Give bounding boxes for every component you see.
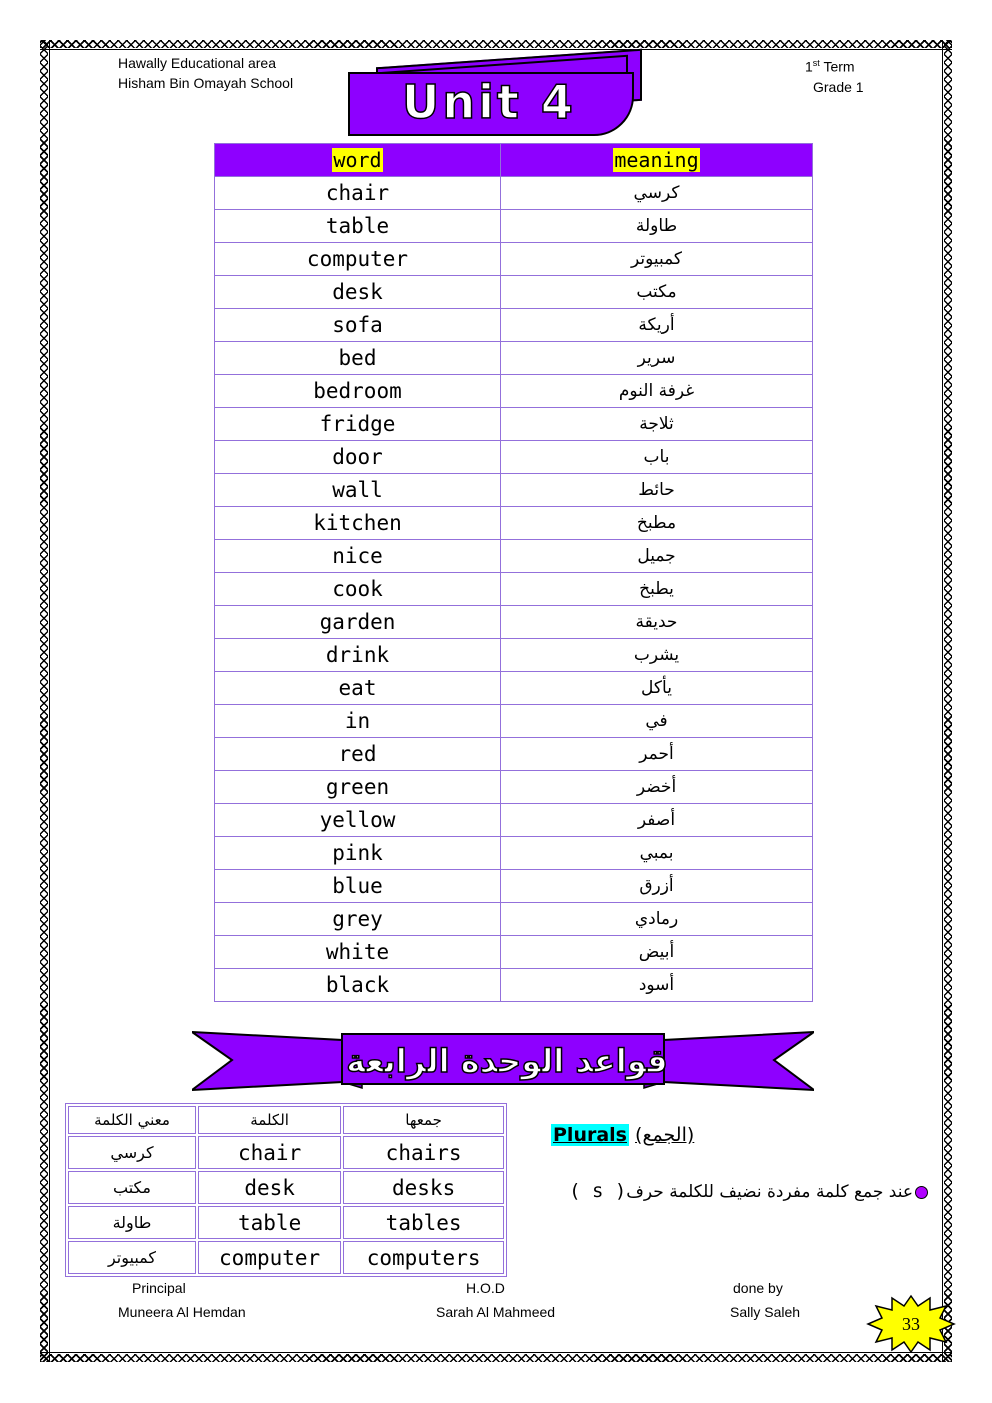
- done-by-label: done by: [733, 1280, 783, 1296]
- vocabulary-row: [215, 243, 813, 276]
- vocab-word: sofa: [215, 309, 501, 342]
- vocabulary-row: [215, 771, 813, 804]
- plural-meaning: طاولة: [68, 1206, 196, 1239]
- vocabulary-row: [215, 408, 813, 441]
- vocabulary-row: [215, 540, 813, 573]
- vocab-meaning: باب: [501, 441, 813, 474]
- vocab-meaning: ثلاجة: [501, 408, 813, 441]
- vocabulary-row: [215, 606, 813, 639]
- vocab-meaning: أريكة: [501, 309, 813, 342]
- plurals-header-row: [68, 1106, 504, 1134]
- vocab-word: in: [215, 705, 501, 738]
- singular-word: desk: [198, 1171, 341, 1204]
- vocab-meaning: أزرق: [501, 870, 813, 903]
- vocab-word: bedroom: [215, 375, 501, 408]
- grammar-ribbon: [192, 1030, 814, 1092]
- border-top: [40, 40, 952, 48]
- border-bottom: [40, 1354, 952, 1362]
- vocabulary-row: [215, 210, 813, 243]
- plural-word: computers: [343, 1241, 504, 1274]
- done-by-name: Sally Saleh: [730, 1304, 801, 1320]
- hod-label: H.O.D: [466, 1280, 505, 1296]
- vocabulary-row: [215, 342, 813, 375]
- page-number: 33: [902, 1314, 920, 1334]
- term-word: Term: [819, 58, 855, 75]
- vocabulary-row: [215, 738, 813, 771]
- vocabulary-row: [215, 474, 813, 507]
- singular-word: computer: [198, 1241, 341, 1274]
- singular-word: table: [198, 1206, 341, 1239]
- vocab-word: black: [215, 969, 501, 1002]
- plural-meaning: كمبيوتر: [68, 1241, 196, 1274]
- vocab-meaning: مكتب: [501, 276, 813, 309]
- unit-title: Unit 4: [402, 75, 576, 129]
- vocab-word: computer: [215, 243, 501, 276]
- vocab-word: pink: [215, 837, 501, 870]
- vocab-word: yellow: [215, 804, 501, 837]
- vocabulary-row: [215, 837, 813, 870]
- vocabulary-row: [215, 276, 813, 309]
- vocabulary-table: [214, 143, 813, 1002]
- vocabulary-row: [215, 672, 813, 705]
- vocab-meaning: يأكل: [501, 672, 813, 705]
- vocabulary-row: [215, 441, 813, 474]
- vocabulary-row: [215, 936, 813, 969]
- vocabulary-row: [215, 705, 813, 738]
- term-label: [805, 53, 864, 77]
- vocab-meaning: يطبخ: [501, 573, 813, 606]
- plurals-word: Plurals: [553, 1124, 627, 1146]
- grade-label: Grade 1: [813, 78, 864, 95]
- plural-rule-letter: ( s ): [569, 1180, 627, 1202]
- vocabulary-header-row: [215, 144, 813, 177]
- plural-word: desks: [343, 1171, 504, 1204]
- term-number: 1: [805, 58, 813, 75]
- plurals-row: [68, 1206, 504, 1239]
- plurals-row: [68, 1171, 504, 1204]
- page-number-badge: [866, 1294, 956, 1354]
- vocab-word: bed: [215, 342, 501, 375]
- word-header: الكلمة: [198, 1106, 341, 1134]
- principal-name: Muneera Al Hemdan: [118, 1304, 246, 1320]
- vocab-word: wall: [215, 474, 501, 507]
- vocabulary-row: [215, 804, 813, 837]
- vocab-word: blue: [215, 870, 501, 903]
- vocab-word: garden: [215, 606, 501, 639]
- vocabulary-row: [215, 903, 813, 936]
- vocab-meaning: كمبيوتر: [501, 243, 813, 276]
- vocab-meaning: طاولة: [501, 210, 813, 243]
- vocabulary-row: [215, 870, 813, 903]
- vocab-word: grey: [215, 903, 501, 936]
- vocab-meaning: أسود: [501, 969, 813, 1002]
- vocabulary-row: [215, 969, 813, 1002]
- plurals-table: [65, 1103, 507, 1277]
- plurals-row: [68, 1136, 504, 1169]
- vocab-word: door: [215, 441, 501, 474]
- vocab-meaning: أصفر: [501, 804, 813, 837]
- vocabulary-row: [215, 639, 813, 672]
- vocab-word: white: [215, 936, 501, 969]
- border-right: [944, 40, 952, 1362]
- vocab-word: table: [215, 210, 501, 243]
- plural-word: chairs: [343, 1136, 504, 1169]
- plurals-arabic: (الجمع): [635, 1124, 695, 1146]
- plural-meaning: مكتب: [68, 1171, 196, 1204]
- vocab-meaning: يشرب: [501, 639, 813, 672]
- plural-rule-text: عند جمع كلمة مفردة نضيف للكلمة حرف: [626, 1182, 913, 1202]
- vocab-meaning: رمادي: [501, 903, 813, 936]
- school-name: Hisham Bin Omayah School: [118, 75, 294, 91]
- bullet-icon: [915, 1186, 928, 1199]
- vocab-word: red: [215, 738, 501, 771]
- meaning-header: معني الكلمة: [68, 1106, 196, 1134]
- plural-header: جمعها: [343, 1106, 504, 1134]
- vocab-meaning: غرفة النوم: [501, 375, 813, 408]
- vocab-meaning: حائط: [501, 474, 813, 507]
- vocabulary-row: [215, 177, 813, 210]
- border-left: [40, 40, 48, 1362]
- vocab-word: kitchen: [215, 507, 501, 540]
- meaning-column-header: meaning: [501, 144, 813, 177]
- vocab-meaning: في: [501, 705, 813, 738]
- hod-name: Sarah Al Mahmeed: [436, 1304, 556, 1320]
- vocab-meaning: أبيض: [501, 936, 813, 969]
- vocabulary-row: [215, 309, 813, 342]
- vocab-word: eat: [215, 672, 501, 705]
- vocab-word: nice: [215, 540, 501, 573]
- area-name: Hawally Educational area: [118, 55, 276, 71]
- vocab-word: chair: [215, 177, 501, 210]
- plural-word: tables: [343, 1206, 504, 1239]
- vocabulary-row: [215, 573, 813, 606]
- vocab-word: green: [215, 771, 501, 804]
- term-suffix: st: [812, 58, 820, 68]
- vocab-word: fridge: [215, 408, 501, 441]
- vocabulary-row: [215, 375, 813, 408]
- vocab-meaning: حديقة: [501, 606, 813, 639]
- vocabulary-row: [215, 507, 813, 540]
- vocab-meaning: أخضر: [501, 771, 813, 804]
- vocab-meaning: بمبي: [501, 837, 813, 870]
- vocab-word: desk: [215, 276, 501, 309]
- plural-meaning: كرسي: [68, 1136, 196, 1169]
- header-left: [118, 53, 293, 93]
- plurals-row: [68, 1241, 504, 1274]
- vocab-meaning: كرسي: [501, 177, 813, 210]
- unit-banner: [348, 58, 668, 140]
- grammar-title: قواعد الوحدة الرابعة: [346, 1042, 668, 1080]
- principal-label: Principal: [132, 1280, 186, 1296]
- plural-rule: [560, 1180, 928, 1202]
- vocab-meaning: مطبخ: [501, 507, 813, 540]
- singular-word: chair: [198, 1136, 341, 1169]
- word-column-header: word: [215, 144, 501, 177]
- vocab-meaning: جميل: [501, 540, 813, 573]
- header-right: [805, 53, 864, 97]
- vocab-meaning: سرير: [501, 342, 813, 375]
- plurals-heading: [551, 1124, 694, 1146]
- vocab-word: drink: [215, 639, 501, 672]
- vocab-meaning: أحمر: [501, 738, 813, 771]
- vocab-word: cook: [215, 573, 501, 606]
